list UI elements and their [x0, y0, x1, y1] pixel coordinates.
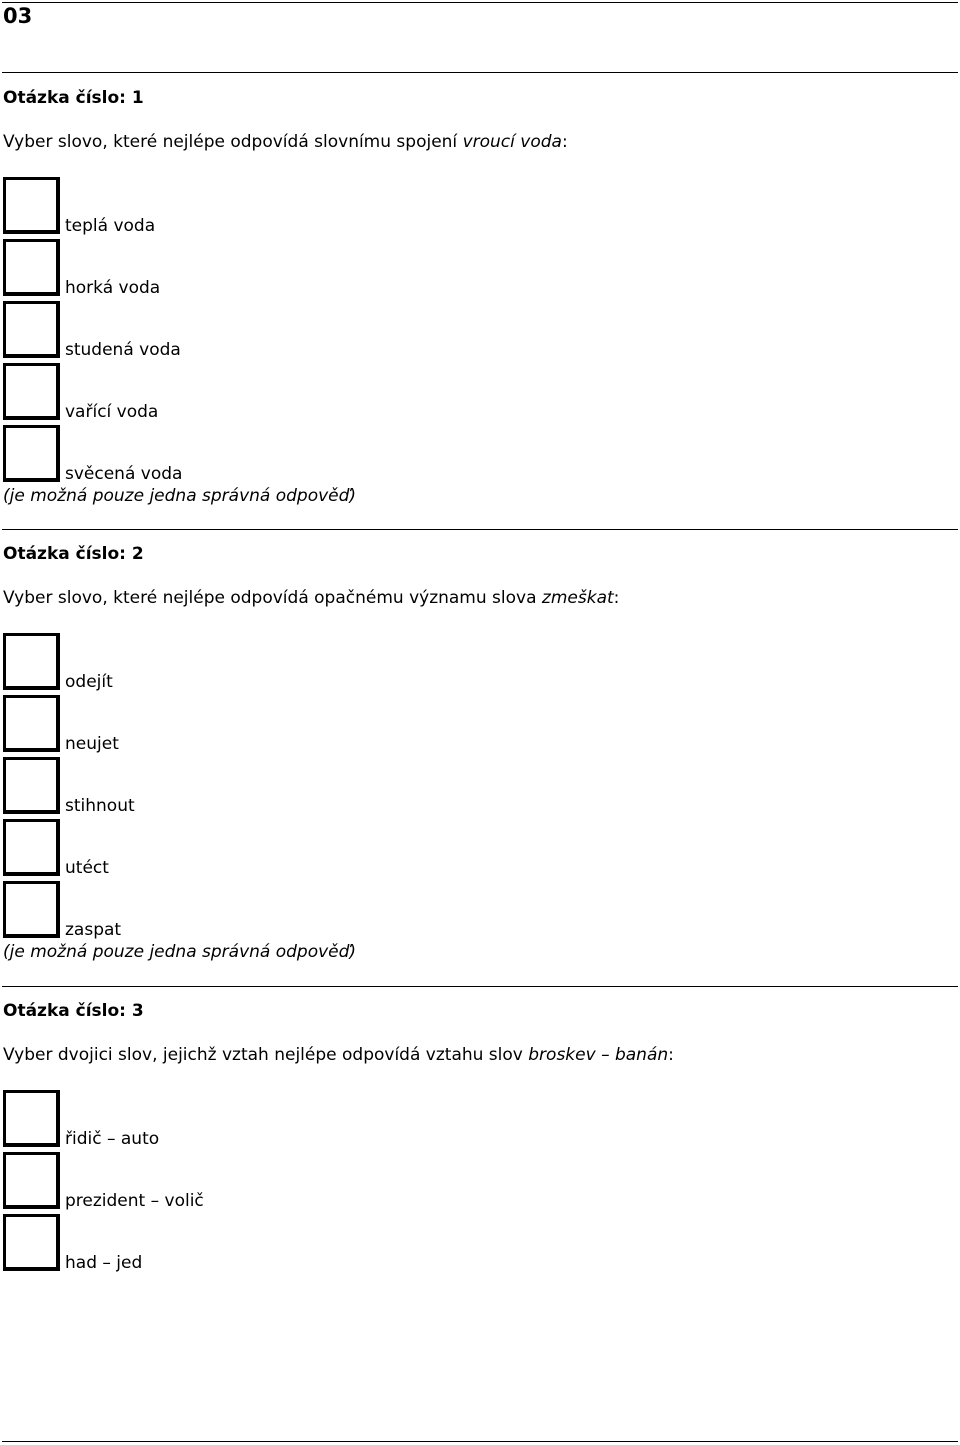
question-title: Otázka číslo: 1	[3, 88, 144, 108]
page-number: 03	[3, 4, 33, 28]
question-text-colon: :	[668, 1045, 674, 1065]
answer-option[interactable]	[0, 695, 960, 757]
question-text-plain: Vyber slovo, které nejlépe odpovídá slovnímu spojení	[3, 132, 463, 152]
answer-checkbox[interactable]	[3, 695, 60, 752]
answer-option[interactable]	[0, 363, 960, 425]
single-answer-note: (je možná pouze jedna správná odpověď)	[3, 486, 357, 506]
answer-checkbox[interactable]	[3, 363, 60, 420]
question-divider	[2, 72, 958, 73]
answer-option[interactable]	[0, 757, 960, 819]
answer-option[interactable]	[0, 239, 960, 301]
answer-label: vařící voda	[65, 402, 159, 422]
answer-label: prezident – volič	[65, 1191, 204, 1211]
answer-checkbox[interactable]	[3, 239, 60, 296]
single-answer-note: (je možná pouze jedna správná odpověď)	[3, 942, 357, 962]
answer-checkbox[interactable]	[3, 1090, 60, 1147]
answer-label: had – jed	[65, 1253, 143, 1273]
answer-checkbox[interactable]	[3, 819, 60, 876]
answer-label: řidič – auto	[65, 1129, 160, 1149]
question-text-colon: :	[561, 132, 568, 152]
answer-option[interactable]	[0, 881, 960, 943]
question-text-emphasis: vroucí voda	[462, 132, 562, 152]
answer-option[interactable]	[0, 633, 960, 695]
question-text-plain: Vyber slovo, které nejlépe odpovídá opačnému významu slova	[3, 588, 542, 608]
question-text-emphasis: broskev – banán	[528, 1045, 669, 1065]
answer-label: stihnout	[65, 796, 135, 816]
bottom-rule	[2, 1441, 958, 1442]
answer-checkbox[interactable]	[3, 881, 60, 938]
answer-label: studená voda	[65, 340, 181, 360]
answer-label: zaspat	[65, 920, 122, 940]
top-rule	[2, 2, 958, 3]
question-divider	[2, 986, 958, 987]
answer-checkbox[interactable]	[3, 1152, 60, 1209]
question-text-plain: Vyber dvojici slov, jejichž vztah nejlépe odpovídá vztahu slov	[3, 1045, 529, 1065]
answer-option[interactable]	[0, 1152, 960, 1214]
answer-label: svěcená voda	[65, 464, 183, 484]
answer-option[interactable]	[0, 819, 960, 881]
answer-option[interactable]	[0, 301, 960, 363]
question-text	[3, 132, 568, 152]
question-title: Otázka číslo: 2	[3, 544, 144, 564]
answer-label: neujet	[65, 734, 119, 754]
answer-option[interactable]	[0, 1090, 960, 1152]
answer-options	[0, 1090, 960, 1276]
answer-option[interactable]	[0, 177, 960, 239]
answer-label: odejít	[65, 672, 113, 692]
answer-checkbox[interactable]	[3, 633, 60, 690]
answer-checkbox[interactable]	[3, 177, 60, 234]
answer-checkbox[interactable]	[3, 301, 60, 358]
answer-checkbox[interactable]	[3, 1214, 60, 1271]
question-title: Otázka číslo: 3	[3, 1001, 144, 1021]
question-text	[3, 588, 619, 608]
answer-option[interactable]	[0, 1214, 960, 1276]
answer-label: utéct	[65, 858, 109, 878]
answer-options	[0, 633, 960, 943]
answer-checkbox[interactable]	[3, 425, 60, 482]
answer-option[interactable]	[0, 425, 960, 487]
answer-label: teplá voda	[65, 216, 156, 236]
question-text-colon: :	[613, 588, 620, 608]
answer-checkbox[interactable]	[3, 757, 60, 814]
question-text-emphasis: zmeškat	[541, 588, 614, 608]
question-text	[3, 1045, 674, 1065]
answer-options	[0, 177, 960, 487]
question-divider	[2, 529, 958, 530]
answer-label: horká voda	[65, 278, 161, 298]
